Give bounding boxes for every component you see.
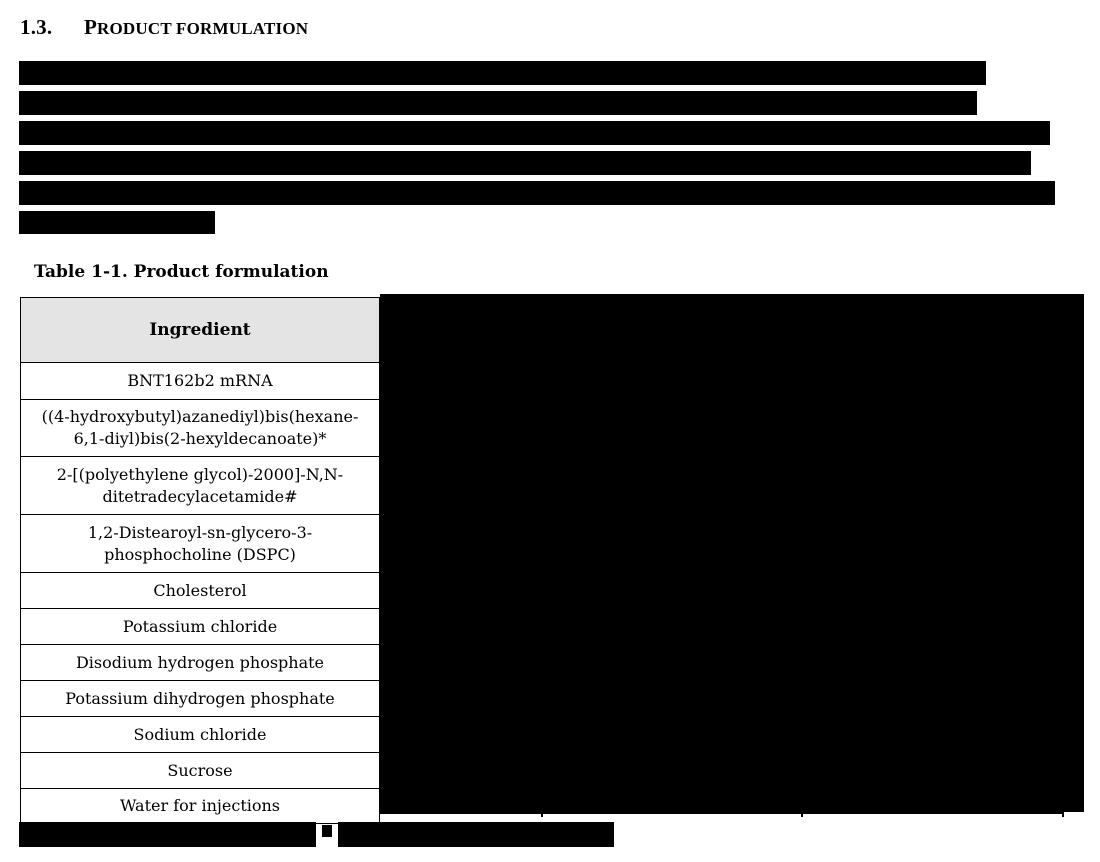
ingredient-text-line: Sucrose (167, 760, 233, 780)
table-row (21, 609, 380, 645)
ingredient-cell (21, 457, 380, 515)
table-row (21, 789, 380, 824)
redacted-footnote (338, 822, 614, 847)
ingredient-cell (21, 789, 380, 824)
redacted-table-columns (380, 294, 1084, 812)
table-column-tick (801, 812, 803, 817)
column-header-ingredient: Ingredient (21, 298, 380, 363)
section-title-rest: RODUCT FORMULATION (97, 19, 309, 38)
ingredient-cell (21, 573, 380, 609)
redacted-text-line (19, 61, 986, 85)
formulation-table (20, 297, 380, 824)
redacted-text-line (19, 151, 1031, 175)
ingredient-text-line: BNT162b2 mRNA (127, 371, 273, 390)
table-row (21, 457, 380, 515)
ingredient-text-line: Cholesterol (153, 580, 247, 600)
redacted-footnote-mark (322, 825, 332, 837)
ingredient-text-line: ((4-hydroxybutyl)azanediyl)bis(hexane- (41, 407, 359, 426)
section-heading (20, 14, 308, 40)
ingredient-text-line: phosphocholine (DSPC) (104, 544, 296, 564)
ingredient-cell (21, 717, 380, 753)
ingredient-text-line: Disodium hydrogen phosphate (75, 652, 325, 672)
table-column-tick (541, 812, 543, 817)
table-row (21, 515, 380, 573)
ingredient-text-line: Potassium chloride (122, 616, 278, 636)
redacted-footnote (19, 822, 316, 847)
ingredient-text-line: 2-[(polyethylene glycol)-2000]-N,N- (56, 464, 344, 484)
ingredient-cell (21, 400, 380, 457)
ingredient-cell (21, 681, 380, 717)
ingredient-text-line: 6,1-diyl)bis(2-hexyldecanoate)* (73, 429, 327, 448)
table-row (21, 681, 380, 717)
ingredient-cell (21, 515, 380, 573)
table-row (21, 363, 380, 400)
ingredient-cell (21, 753, 380, 789)
ingredient-cell (21, 363, 380, 400)
table-row (21, 717, 380, 753)
table-row (21, 753, 380, 789)
section-number: 1.3. (20, 15, 53, 39)
ingredient-text-line: Sodium chloride (133, 724, 267, 744)
table-row (21, 645, 380, 681)
table-bottom-rule (380, 812, 1064, 814)
redacted-text-line (19, 211, 215, 234)
ingredient-text-line: Potassium dihydrogen phosphate (65, 688, 335, 708)
table-row (21, 573, 380, 609)
ingredient-text-line: ditetradecylacetamide# (102, 486, 298, 506)
redacted-text-line (19, 91, 977, 115)
ingredient-cell (21, 645, 380, 681)
redacted-text-line (19, 181, 1055, 205)
redacted-text-line (19, 121, 1050, 145)
table-column-tick (1062, 812, 1064, 817)
ingredient-text-line: Water for injections (119, 796, 281, 815)
section-title-initial: P (84, 15, 98, 39)
ingredient-text-line: 1,2-Distearoyl-sn-glycero-3- (87, 522, 313, 542)
table-header-row (21, 298, 380, 363)
ingredient-cell (21, 609, 380, 645)
table-row (21, 400, 380, 457)
table-caption: Table 1-1. Product formulation (34, 262, 329, 282)
